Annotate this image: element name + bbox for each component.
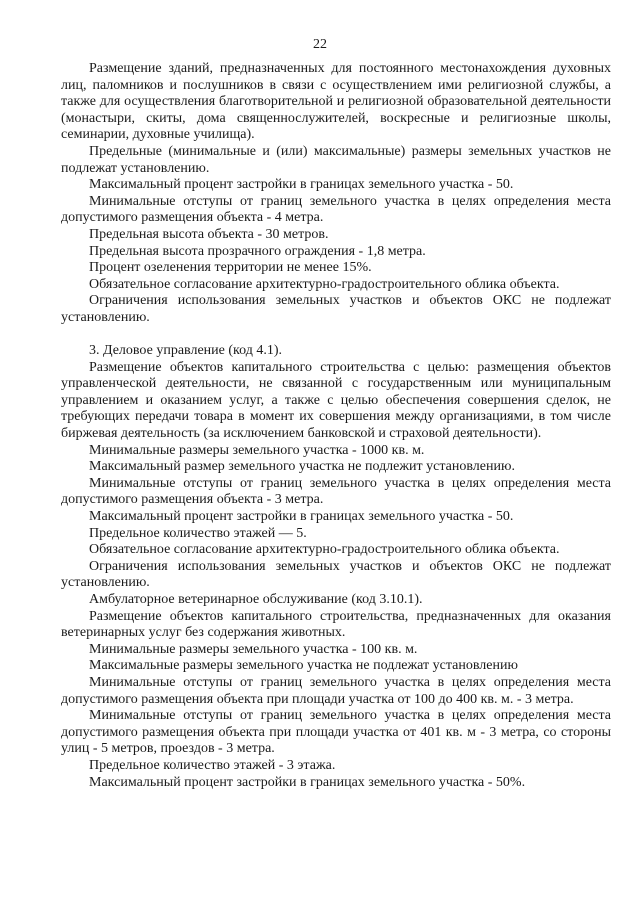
paragraph: Предельное количество этажей — 5. <box>89 525 307 541</box>
paragraph: Размещение объектов капитального строительства, предназначенных для оказания ветеринарных услуг без содержания животных. <box>61 608 611 641</box>
section-heading: Амбулаторное ветеринарное обслуживание (код 3.10.1). <box>89 592 423 607</box>
paragraph: Минимальные отступы от границ земельного участка в целях определения места допустимого размещения объекта при площади участка от 100 до 400 кв. м. - 3 метра. <box>61 674 611 707</box>
paragraph: Обязательное согласование архитектурно-градостроительного облика объекта. <box>89 542 560 558</box>
paragraph: Обязательное согласование архитектурно-градостроительного облика объекта. <box>89 276 560 292</box>
paragraph: Минимальные отступы от границ земельного участка в целях определения места допустимого размещения объекта при площади участка от 401 кв. м - 3 метра, со стороны улиц - 5 метров, проездов - 3 метра. <box>61 708 611 757</box>
paragraph: Размещение объектов капитального строительства с целью: размещения объектов управленческой деятельности, не связанной с государственным или муниципальным управлением и оказанием услуг, а также с целью обеспечения совершения сделок, не требующих передачи товара в момент их совершения между организациями, в том числе биржевая деятельность (за исключением банковской и страховой деятельности). <box>61 359 611 442</box>
paragraph: Минимальные отступы от границ земельного участка в целях определения места допустимого размещения объекта - 3 метра. <box>61 475 611 508</box>
paragraph: Максимальные размеры земельного участка не подлежат установлению <box>89 658 518 674</box>
page-number: 22 <box>313 37 327 52</box>
blank-line <box>61 327 611 344</box>
paragraph: Предельные (минимальные и (или) максимальные) размеры земельных участков не подлежат установлению. <box>61 143 611 176</box>
paragraph: Предельная высота прозрачного ограждения - 1,8 метра. <box>89 243 426 259</box>
paragraph: Процент озеленения территории не менее 15%. <box>89 260 372 276</box>
paragraph: Минимальные размеры земельного участка - 1000 кв. м. <box>89 442 425 458</box>
paragraph: Ограничения использования земельных участков и объектов ОКС не подлежат установлению. <box>61 293 611 325</box>
paragraph: Предельная высота объекта - 30 метров. <box>89 226 329 242</box>
paragraph: Минимальные размеры земельного участка - 100 кв. м. <box>89 641 418 657</box>
paragraph: Размещение зданий, предназначенных для постоянного местонахождения духовных лиц, паломников и послушников в связи с осуществлением ими религиозной службы, а также для осуществления благотворительной и религиозной образовательной деятельности (монастыри, скиты, дома священнослужителей, воскресные и религиозные школы, семинарии, духовные училища). <box>61 61 611 143</box>
paragraph: Максимальный процент застройки в границах земельного участка - 50. <box>89 509 514 525</box>
paragraph: Максимальный размер земельного участка не подлежит установлению. <box>89 459 515 475</box>
paragraph: Минимальные отступы от границ земельного участка в целях определения места допустимого размещения объекта - 4 метра. <box>61 193 611 226</box>
paragraph: Ограничения использования земельных участков и объектов ОКС не подлежат установлению. <box>61 558 611 591</box>
paragraph: Предельное количество этажей - 3 этажа. <box>89 757 336 773</box>
section-heading: 3. Деловое управление (код 4.1). <box>89 343 282 359</box>
paragraph: Максимальный процент застройки в границах земельного участка - 50%. <box>89 774 526 790</box>
document-body <box>61 61 611 791</box>
paragraph: Максимальный процент застройки в границах земельного участка - 50. <box>89 177 514 193</box>
